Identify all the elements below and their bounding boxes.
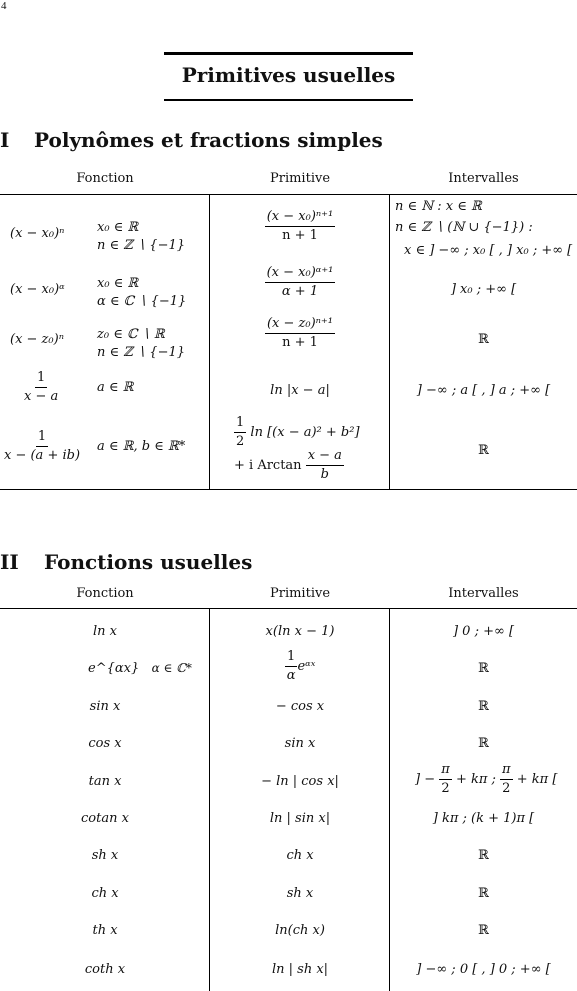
table-row-primitive: − cos x: [275, 699, 325, 714]
fraction-numerator: 1: [285, 650, 297, 667]
section-number: I: [0, 128, 10, 152]
table-row-function: (x − x₀)ⁿ: [10, 226, 65, 241]
table-row-function: ch x: [91, 886, 119, 901]
section-title: Fonctions usuelles: [44, 550, 253, 574]
fraction-denominator: 2: [236, 434, 245, 449]
fraction-denominator: α: [286, 668, 296, 683]
section-title: Polynômes et fractions simples: [34, 128, 383, 152]
interval-close: + kπ [: [516, 772, 558, 787]
table-row-function: sin x: [89, 699, 121, 714]
table-header-rule: [0, 608, 577, 609]
header-fonction: Fonction: [76, 586, 134, 601]
table-row-interval: ℝ: [478, 736, 489, 751]
table-row-interval: ℝ: [478, 443, 489, 458]
table-row-interval: ] −∞ ; 0 [ , ] 0 ; +∞ [: [416, 962, 551, 977]
fraction-denominator: b: [320, 467, 329, 482]
table-row-condition: n ∈ ℤ ∖ {−1}: [97, 345, 185, 360]
table-bottom-rule: [0, 489, 577, 490]
table-row-interval: ℝ: [478, 923, 489, 938]
fraction-numerator: (x − x₀)ⁿ⁺¹: [265, 210, 336, 227]
table-row-interval: [415, 763, 557, 796]
header-fonction: Fonction: [76, 171, 134, 186]
table-row-function: ln x: [93, 624, 117, 639]
function-exponential: e^{αx}: [88, 661, 140, 676]
table-row-primitive: ln(ch x): [275, 923, 325, 938]
table-row-primitive: [210, 210, 390, 243]
page-number: 4: [1, 0, 7, 12]
fraction-denominator: α + 1: [281, 284, 319, 299]
fraction-numerator: π: [439, 763, 452, 780]
table-row-interval: ℝ: [478, 661, 489, 676]
table-row-primitive: ln | sin x|: [269, 811, 331, 826]
table-row-primitive: sin x: [284, 736, 316, 751]
table-row-primitive: ln |x − a|: [270, 383, 330, 398]
table-row-primitive: ch x: [286, 848, 314, 863]
table-row-interval: ℝ: [478, 699, 489, 714]
table-row-condition: a ∈ ℝ: [97, 380, 134, 395]
primitive-log-term: ln [(x − a)² + b²]: [250, 425, 360, 440]
table-row-function: [88, 661, 192, 676]
table-row-condition: x₀ ∈ ℝ: [97, 220, 139, 235]
fraction-numerator: 1: [234, 416, 246, 433]
fraction-denominator: x − a: [24, 389, 59, 404]
table-row-primitive: [234, 449, 344, 482]
section-heading-2: [0, 550, 252, 574]
table-row-interval: n ∈ ℤ ∖ (ℕ ∪ {−1}) :: [395, 220, 533, 235]
fraction-denominator: 2: [502, 781, 511, 796]
table-row-function: [22, 371, 60, 404]
table-row-primitive: [210, 317, 390, 350]
fraction-numerator: π: [500, 763, 513, 780]
fraction-denominator: 2: [441, 781, 450, 796]
table-row-interval: x ∈ ] −∞ ; x₀ [ , ] x₀ ; +∞ [: [404, 243, 573, 258]
table-row-interval: ℝ: [478, 332, 489, 347]
table-row-condition: a ∈ ℝ, b ∈ ℝ*: [97, 439, 186, 454]
table-row-function: cotan x: [81, 811, 129, 826]
fraction-numerator: 1: [36, 430, 48, 447]
table-row-condition: x₀ ∈ ℝ: [97, 276, 139, 291]
interval-open: ] −: [415, 772, 436, 787]
table-row-function: [2, 430, 82, 463]
fraction-numerator: 1: [35, 371, 47, 388]
table-row-condition: n ∈ ℤ ∖ {−1}: [97, 238, 185, 253]
title-top-rule: [164, 52, 413, 55]
fraction-numerator: (x − x₀)ᵅ⁺¹: [265, 266, 336, 283]
function-condition: α ∈ ℂ*: [151, 661, 192, 675]
table-row-interval: n ∈ ℕ : x ∈ ℝ: [395, 199, 482, 214]
table-row-interval: ] x₀ ; +∞ [: [450, 282, 517, 297]
table-row-interval: ] 0 ; +∞ [: [452, 624, 515, 639]
table-row-primitive: ln | sh x|: [271, 962, 329, 977]
table-row-condition: z₀ ∈ ℂ ∖ ℝ: [97, 327, 165, 342]
table-row-interval: ] −∞ ; a [ , ] a ; +∞ [: [416, 383, 551, 398]
table-row-condition: α ∈ ℂ ∖ {−1}: [97, 294, 187, 309]
table-row-primitive: x(ln x − 1): [265, 624, 335, 639]
table-row-interval: ℝ: [478, 886, 489, 901]
header-intervalles: Intervalles: [448, 586, 519, 601]
primitive-arctan-term: + i Arctan: [234, 458, 302, 473]
primitive-exponential: eᵅˣ: [297, 659, 316, 674]
section-heading-1: [0, 128, 383, 152]
page-title: Primitives usuelles: [181, 63, 396, 87]
table-row-primitive: [234, 416, 360, 449]
title-bottom-rule: [164, 99, 413, 101]
table-row-function: coth x: [84, 962, 126, 977]
fraction-denominator: n + 1: [282, 335, 318, 350]
table-row-function: cos x: [88, 736, 122, 751]
fraction-denominator: x − (a + ib): [4, 448, 81, 463]
table-row-function: (x − x₀)ᵅ: [10, 282, 65, 297]
fraction-numerator: x − a: [306, 449, 344, 466]
table-row-function: sh x: [91, 848, 119, 863]
table-header-rule: [0, 194, 577, 195]
table-row-interval: ] kπ ; (k + 1)π [: [432, 811, 535, 826]
section-number: II: [0, 550, 19, 574]
header-primitive: Primitive: [269, 586, 331, 601]
table-row-function: th x: [92, 923, 118, 938]
fraction-numerator: (x − z₀)ⁿ⁺¹: [265, 317, 335, 334]
header-intervalles: Intervalles: [448, 171, 519, 186]
table-row-primitive: [210, 650, 390, 683]
table-row-primitive: [210, 266, 390, 299]
table-row-interval: ℝ: [478, 848, 489, 863]
interval-middle: + kπ ;: [455, 772, 496, 787]
table-row-primitive: − ln | cos x|: [261, 774, 339, 789]
fraction-denominator: n + 1: [282, 228, 318, 243]
table-row-function: (x − z₀)ⁿ: [10, 332, 64, 347]
table-row-primitive: sh x: [286, 886, 314, 901]
header-primitive: Primitive: [269, 171, 331, 186]
table-row-function: tan x: [88, 774, 122, 789]
